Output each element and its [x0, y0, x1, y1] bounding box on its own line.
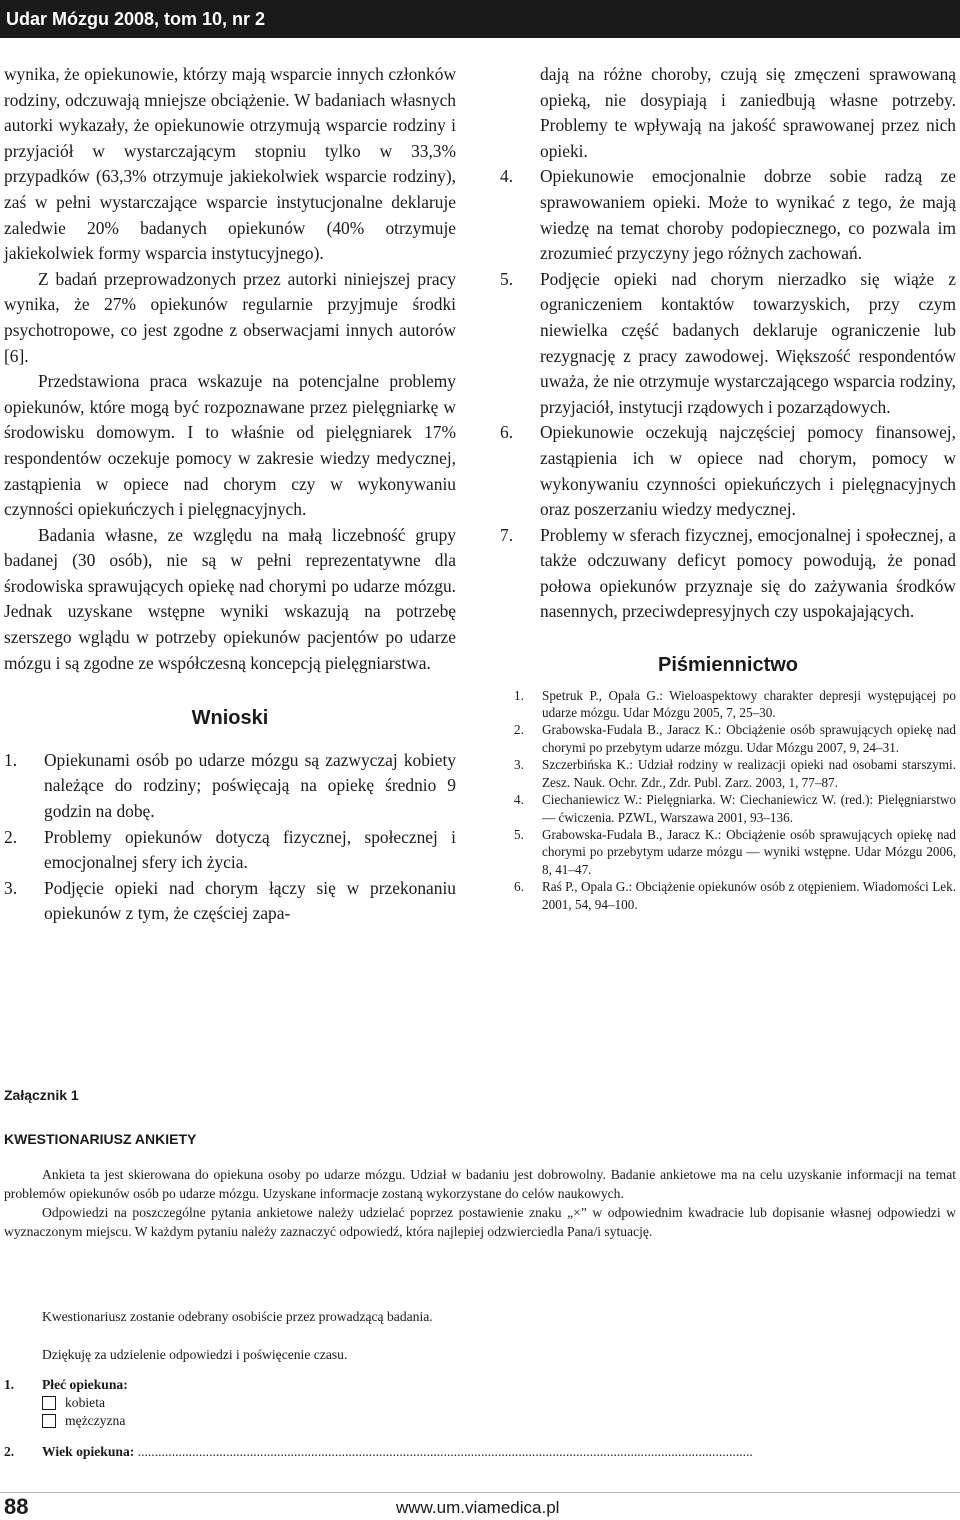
body-paragraph: Z badań przeprowadzonych przez autorki niniejszej pracy wynika, że 27% opiekunów regularnie przyjmuje środki psychotropowe, co jest zgodne z obserwacjami innych autorów [6]. [4, 268, 456, 366]
annex-title: Załącznik 1 [4, 1087, 79, 1103]
option-male[interactable] [42, 1413, 125, 1429]
list-item-text: Opiekunowie emocjonalnie dobrze sobie radzą ze sprawowaniem opieki. Może to wynikać z tego, że mają wiedzę na temat choroby podopiecznego, co pozwala im zrozumieć przyczyny jego różnych zachowań. [540, 166, 956, 264]
option-label: kobieta [65, 1395, 106, 1410]
list-item [4, 748, 456, 825]
list-item-number: 3. [4, 877, 18, 898]
annex-intro [4, 1165, 956, 1241]
annex-paragraph: Odpowiedzi na poszczególne pytania ankietowe należy udzielać poprzez postawienie znaku „×” w odpowiednim kwadracie lub dopisanie własnej odpowiedzi w wyznaczonym miejscu. W każdym pytaniu należy zaznaczyć odpowiedź, która najlepiej odzwierciedla Pana/i sytuację. [4, 1205, 956, 1239]
list-item [4, 825, 456, 876]
annex-note-collection: Kwestionariusz zostanie odebrany osobiście przez prowadzącą badania. [42, 1309, 433, 1324]
question-gender [4, 1377, 128, 1393]
conclusions-list-continued [500, 164, 956, 625]
reference-item [500, 687, 956, 722]
list-item-number: 1. [4, 749, 18, 770]
journal-url: www.um.viamedica.pl [396, 1498, 560, 1517]
list-item-number: 2. [4, 826, 18, 847]
list-item-number: 5. [500, 268, 514, 289]
reference-text: Grabowska-Fudala B., Jaracz K.: Obciążenie osób sprawujących opiekę nad chorymi po przebytym udarze mózgu. Udar Mózgu 2007, 9, 24–31. [542, 722, 956, 755]
reference-item [500, 791, 956, 826]
list-item [500, 164, 956, 266]
list-item-text: Problemy w sferach fizycznej, emocjonalnej i społecznej, a także odczuwany deficyt pomocy powodują, że ponad połowa opiekunów przyznaje się do zażywania środków nasennych, przeciwdepresyjnych czy uspokajających. [540, 524, 956, 622]
reference-text: Szczerbińska K.: Udział rodziny w realizacji opieki nad osobami starszymi. Zesz. Nauk. Ochr. Zdr., Zdr. Publ. Zarz. 2003, 1, 77–87. [542, 757, 956, 790]
reference-number: 1. [514, 687, 524, 703]
question-number: 2. [4, 1444, 15, 1459]
page-number: 88 [4, 1494, 29, 1519]
references-list [500, 687, 956, 913]
annex-note-thanks: Dziękuję za udzielenie odpowiedzi i poświęcenie czasu. [42, 1347, 348, 1362]
reference-number: 2. [514, 722, 524, 738]
list-item-text: Podjęcie opieki nad chorym nierzadko się wiąże z ograniczeniem kontaktów towarzyskich, przy czym niewielka część badanych deklaruje ograniczenie lub rezygnację z pracy zawodowej. Większość respondentów uważa, że nie otrzymuje wystarczającego wsparcia rodziny, przyjaciół, instytucji rządowych i pozarządowych. [540, 268, 956, 417]
continuation-paragraph: dają na różne choroby, czują się zmęczeni sprawowaną opieką, nie dosypiają i zaniedbują własne potrzeby. Problemy te wpływają na jakość sprawowanej przez nich opieki. [540, 64, 956, 161]
answer-line[interactable]: ..................................................................................................................................................................................... [137, 1444, 753, 1459]
list-item-number: 7. [500, 524, 514, 545]
body-paragraph: Badania własne, ze względu na małą liczebność grupy badanej (30 osób), nie są w pełni reprezentatywne dla środowiska sprawujących opiekę nad chorymi po udarze mózgu. Jednak uzyskane wstępne wyniki wskazują na potrzebę szerszego wglądu w potrzeby opiekunów pacjentów po udarze mózgu i są zgodne ze współczesną koncepcją pielęgniarstwa. [4, 524, 456, 673]
reference-number: 6. [514, 879, 524, 895]
reference-item [500, 878, 956, 913]
list-item [500, 523, 956, 625]
body-paragraph: wynika, że opiekunowie, którzy mają wsparcie innych członków rodziny, odczuwają mniejsze obciążenie. W badaniach własnych autorki wykazały, że opiekunowie otrzymują wsparcie rodziny i przyjaciół w wystarczającym stopniu tylko w 33,3% przypadków (63,3% otrzymuje jakiekolwiek wsparcie rodziny), zaś w pełni wystarczające wsparcie instytucjonalne deklaruje zaledwie 20% badanych opiekunów (40% otrzymuje jakiekolwiek formy wsparcia instytucyjnego). [4, 64, 456, 264]
journal-header-bar [0, 0, 960, 38]
reference-text: Ciechaniewicz W.: Pielęgniarka. W: Ciechaniewicz W. (red.): Pielęgniarstwo — ćwiczenia. PZWL, Warszawa 2001, 93–136. [542, 792, 956, 825]
reference-item [500, 721, 956, 756]
reference-text: Raś P., Opala G.: Obciążenie opiekunów osób z otępieniem. Wiadomości Lek. 2001, 54, 94–100. [542, 879, 956, 912]
body-paragraph: Przedstawiona praca wskazuje na potencjalne problemy opiekunów, które mogą być rozpoznawane przez pielęgniarkę w środowisku domowym. I to właśnie od pielęgniarek 17% respondentów oczekuje pomocy w zakresie wiedzy medycznej, zastąpienia w opiece nad chorym czy w wykonywaniu czynności opiekuńczych i pielęgnacyjnych. [4, 371, 456, 520]
reference-number: 4. [514, 792, 524, 808]
journal-title: Udar Mózgu 2008, tom 10, nr 2 [6, 8, 266, 29]
conclusions-heading: Wnioski [191, 707, 269, 730]
question-label: Wiek opiekuna: [42, 1444, 135, 1459]
checkbox-icon[interactable] [42, 1414, 56, 1428]
references-heading: Piśmiennictwo [657, 654, 799, 677]
reference-item [500, 826, 956, 878]
list-item [500, 267, 956, 421]
footer-divider [0, 1492, 960, 1493]
list-item-text: Podjęcie opieki nad chorym łączy się w przekonaniu opiekunów z tym, że częściej zapa- [44, 877, 456, 924]
list-item-text: Opiekunowie oczekują najczęściej pomocy finansowej, zastąpienia ich w opiece nad chorym, pomocy w wykonywaniu czynności opiekuńczych i pielęgnacyjnych oraz poszerzaniu wiedzy medycznej. [540, 422, 956, 520]
list-item-number: 4. [500, 166, 514, 187]
list-item-number: 6. [500, 422, 514, 443]
question-age [4, 1444, 956, 1460]
list-item [4, 876, 456, 927]
left-column [4, 62, 456, 927]
option-female[interactable] [42, 1395, 105, 1411]
conclusions-list [4, 748, 456, 927]
annex-paragraph: Ankieta ta jest skierowana do opiekuna osoby po udarze mózgu. Udział w badaniu jest dobrowolny. Badanie ankietowe ma na celu uzyskanie informacji na temat problemów opiekunów osób po udarze mózgu. Uzyskane informacje zostaną wykorzystane do celów naukowych. [4, 1167, 956, 1201]
checkbox-icon[interactable] [42, 1396, 56, 1410]
right-column [500, 62, 956, 913]
option-label: mężczyzna [65, 1413, 126, 1428]
question-label: Płeć opiekuna: [42, 1377, 128, 1392]
list-item [500, 420, 956, 522]
annex-subtitle: KWESTIONARIUSZ ANKIETY [4, 1131, 197, 1147]
reference-number: 5. [514, 826, 524, 842]
reference-text: Spetruk P., Opala G.: Wieloaspektowy charakter depresji występującej po udarze mózgu. Udar Mózgu 2005, 7, 25–30. [542, 687, 956, 721]
question-number: 1. [4, 1377, 15, 1392]
reference-item [500, 756, 956, 791]
list-item-text: Problemy opiekunów dotyczą fizycznej, społecznej i emocjonalnej sfery ich życia. [44, 826, 456, 873]
reference-number: 3. [514, 757, 524, 773]
reference-text: Grabowska-Fudala B., Jaracz K.: Obciążenie osób sprawujących opiekę nad chorymi po przebytym udarze mózgu — wyniki wstępne. Udar Mózgu 2006, 8, 41–47. [542, 826, 956, 877]
list-item-text: Opiekunami osób po udarze mózgu są zazwyczaj kobiety należące do rodziny; poświęcają na opiekę średnio 9 godzin na dobę. [44, 749, 456, 822]
